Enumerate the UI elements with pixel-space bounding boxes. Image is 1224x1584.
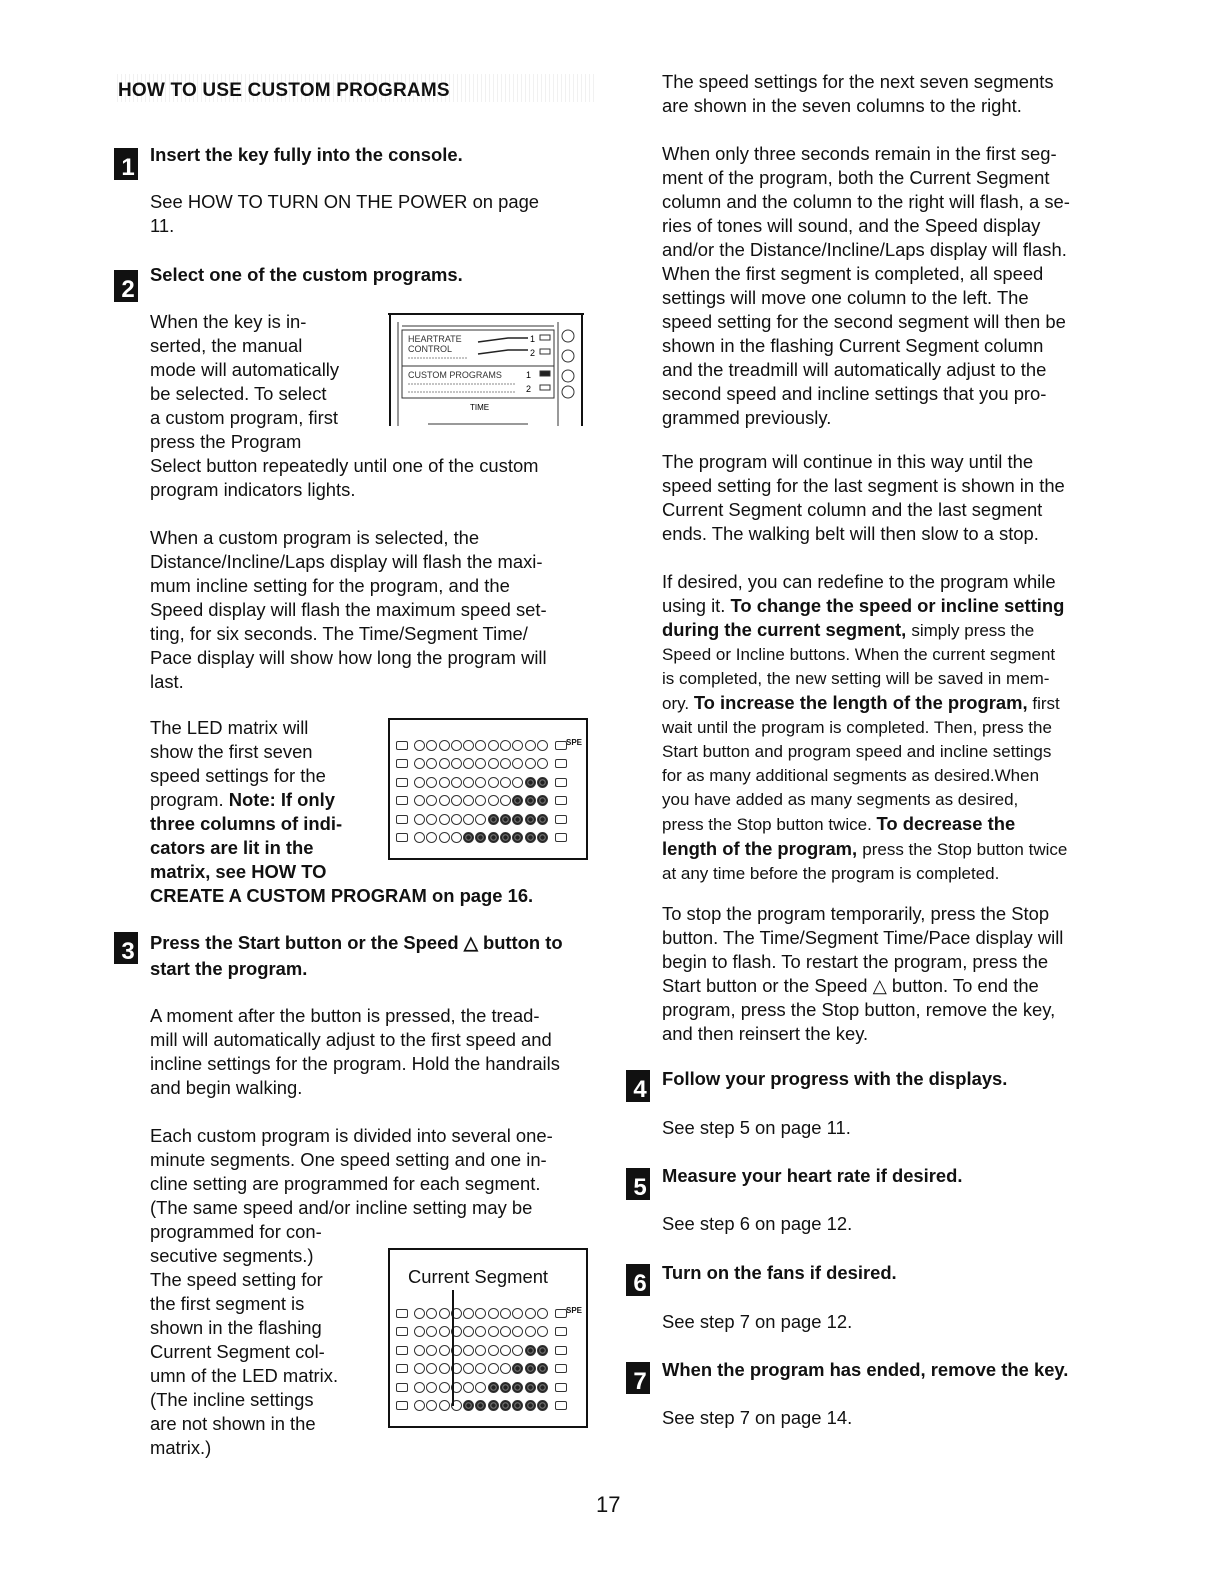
led-side-button	[555, 833, 567, 842]
led-indicator	[463, 1363, 474, 1374]
led-indicator	[475, 1363, 486, 1374]
led-indicator	[475, 795, 486, 806]
led-indicator	[475, 1400, 486, 1411]
led-row	[390, 829, 573, 848]
led-indicator	[439, 740, 450, 751]
led-indicator	[439, 1345, 450, 1356]
segments-explanation: Each custom program is divided into several one- minute segments. One speed setting and one in- cline setting are programmed for each segment. (The same speed and/or incline setting may be programmed for con- secutive segments.) The speed setting for the first segment is shown in the flashing Current Segment col- umn of the LED matrix. (The incline settings are not shown in the matrix.)	[150, 1125, 553, 1458]
led-side-button	[396, 778, 408, 787]
svg-text:2: 2	[526, 384, 532, 394]
led-indicator	[426, 1326, 437, 1337]
led-indicator	[512, 740, 523, 751]
step-1-body: See HOW TO TURN ON THE POWER on page 11.	[150, 191, 540, 236]
speed-label: SPE	[566, 738, 583, 747]
led-side-button	[555, 1364, 567, 1373]
led-indicator	[512, 795, 523, 806]
led-indicator	[439, 795, 450, 806]
led-row	[390, 1378, 573, 1397]
led-side-button	[396, 815, 408, 824]
led-indicator	[488, 740, 499, 751]
led-indicator	[451, 814, 462, 825]
led-matrix-figure	[388, 718, 588, 860]
step-5-title: Measure your heart rate if desired.	[662, 1165, 963, 1186]
led-indicator	[475, 832, 486, 843]
led-side-button	[396, 796, 408, 805]
page-number: 17	[596, 1492, 621, 1517]
led-indicator	[500, 795, 511, 806]
led-row	[390, 1360, 573, 1379]
led-row	[390, 773, 573, 792]
led-indicator	[439, 1382, 450, 1393]
led-indicator	[500, 814, 511, 825]
led-matrix-text: The LED matrix will show the first seven speed settings for the program. Note: If only three columns of indi- cators are lit in the matrix, see HOW TO CREATE A CUSTOM PROGRAM on page 16.	[150, 717, 534, 906]
step-2-title: Select one of the custom programs.	[150, 264, 463, 285]
led-indicator	[512, 758, 523, 769]
time-label: TIME	[470, 403, 490, 412]
step-3-body: A moment after the button is pressed, the tread- mill will automatically adjust to the first speed and incline settings for the program. Hold the handrails and begin walking.	[150, 1005, 560, 1098]
led-matrix-current	[390, 1304, 573, 1415]
led-side-button	[555, 1401, 567, 1410]
led-indicator	[414, 740, 425, 751]
step-7-body: See step 7 on page 14.	[662, 1407, 853, 1428]
led-indicator	[463, 1400, 474, 1411]
led-indicator	[414, 814, 425, 825]
led-indicator	[488, 1308, 499, 1319]
current-segment-label: Current Segment	[408, 1266, 549, 1287]
led-indicator	[488, 758, 499, 769]
led-indicator	[500, 1363, 511, 1374]
led-indicator	[500, 832, 511, 843]
led-indicator	[475, 1345, 486, 1356]
led-indicator	[488, 795, 499, 806]
led-indicator	[525, 795, 536, 806]
led-indicator	[488, 1400, 499, 1411]
led-indicator	[414, 1400, 425, 1411]
led-indicator	[426, 1382, 437, 1393]
led-indicator	[475, 740, 486, 751]
led-indicator	[426, 777, 437, 788]
step-badge-6: 6	[626, 1264, 650, 1296]
led-indicator	[475, 1326, 486, 1337]
led-indicator	[512, 1345, 523, 1356]
led-indicator	[426, 795, 437, 806]
step-badge-5: 5	[626, 1168, 650, 1200]
step-5-body: See step 6 on page 12.	[662, 1213, 853, 1234]
led-indicator	[414, 1345, 425, 1356]
led-indicator	[512, 1400, 523, 1411]
control-label: CONTROL	[408, 344, 453, 354]
led-indicator	[525, 1363, 536, 1374]
led-indicator	[488, 1382, 499, 1393]
led-indicator	[525, 740, 536, 751]
led-indicator	[463, 1382, 474, 1393]
led-indicator	[537, 814, 548, 825]
led-indicator	[537, 832, 548, 843]
right-para-5: To stop the program temporarily, press the Stop button. The Time/Segment Time/Pace display will begin to flash. To restart the program, press the Start button or the Speed △ button. To end the program, press the Stop button, remove the key, and then reinsert the key.	[662, 903, 1064, 1044]
led-row	[390, 736, 573, 755]
led-side-button	[555, 1346, 567, 1355]
led-indicator	[525, 1345, 536, 1356]
led-indicator	[525, 1400, 536, 1411]
led-indicator	[426, 1308, 437, 1319]
led-indicator	[475, 1308, 486, 1319]
right-para-4: If desired, you can redefine to the program while using it. To change the speed or incline setting during the current segment, simply press the Speed or Incline buttons. When the current segment is completed, the new setting will be saved in mem- ory. To increase the length of the program, first wait until the program is completed. Then, press the Start button and program speed and incline settings for as many additional segments as desired.When you have added as many segments as desired, press the Stop button twice. To decrease the length of the program, press the Stop button twice at any time before the program is completed.	[662, 571, 1068, 883]
right-para-1: The speed settings for the next seven segments are shown in the seven columns to the right.	[662, 71, 1054, 116]
led-indicator	[488, 1345, 499, 1356]
led-indicator	[525, 758, 536, 769]
led-indicator	[488, 1326, 499, 1337]
led-side-button	[555, 778, 567, 787]
led-indicator	[451, 740, 462, 751]
led-indicator	[537, 758, 548, 769]
led-indicator	[463, 758, 474, 769]
led-indicator	[463, 1308, 474, 1319]
led-side-button	[396, 741, 408, 750]
step-4-body: See step 5 on page 11.	[662, 1117, 851, 1138]
led-indicator	[500, 1345, 511, 1356]
led-indicator	[475, 1382, 486, 1393]
led-indicator	[525, 1326, 536, 1337]
led-indicator	[414, 1363, 425, 1374]
led-side-button	[396, 1383, 408, 1392]
heartrate-label: HEARTRATE	[408, 334, 462, 344]
led-indicator	[500, 758, 511, 769]
led-row	[390, 810, 573, 829]
step-6-body: See step 7 on page 12.	[662, 1311, 853, 1332]
led-matrix	[390, 736, 573, 847]
led-row	[390, 1304, 573, 1323]
led-indicator	[451, 758, 462, 769]
led-indicator	[463, 832, 474, 843]
led-indicator	[512, 1308, 523, 1319]
led-indicator	[500, 1326, 511, 1337]
led-indicator	[439, 1400, 450, 1411]
led-indicator	[414, 795, 425, 806]
led-side-button	[555, 796, 567, 805]
led-indicator	[512, 1382, 523, 1393]
led-side-button	[396, 833, 408, 842]
svg-text:1: 1	[526, 370, 532, 380]
led-indicator	[537, 795, 548, 806]
led-side-button	[396, 1327, 408, 1336]
led-indicator	[537, 1382, 548, 1393]
led-indicator	[426, 1345, 437, 1356]
led-indicator	[500, 1308, 511, 1319]
led-row	[390, 792, 573, 811]
led-indicator	[439, 814, 450, 825]
led-side-button	[396, 1346, 408, 1355]
led-row	[390, 1397, 573, 1416]
led-row	[390, 1341, 573, 1360]
led-indicator	[426, 1363, 437, 1374]
step-badge-3: 3	[114, 932, 138, 964]
led-indicator	[426, 832, 437, 843]
step-7-title: When the program has ended, remove the key.	[662, 1359, 1069, 1380]
led-side-button	[555, 815, 567, 824]
led-indicator	[426, 814, 437, 825]
section-heading: HOW TO USE CUSTOM PROGRAMS	[118, 80, 450, 101]
led-row	[390, 755, 573, 774]
led-indicator	[512, 777, 523, 788]
led-indicator	[512, 832, 523, 843]
svg-text:1: 1	[530, 334, 536, 344]
step-badge-7: 7	[626, 1362, 650, 1394]
led-indicator	[414, 1382, 425, 1393]
led-side-button	[396, 1364, 408, 1373]
led-indicator	[537, 740, 548, 751]
led-indicator	[537, 777, 548, 788]
led-indicator	[439, 777, 450, 788]
current-segment-figure	[388, 1248, 588, 1428]
led-indicator	[463, 795, 474, 806]
led-side-button	[555, 1327, 567, 1336]
step-2-body: When the key is in- serted, the manual mode will automatically be selected. To select a custom program, first press the Program Select button repeatedly until one of the custom program indicators lights.	[150, 311, 539, 500]
led-indicator	[463, 740, 474, 751]
led-indicator	[451, 777, 462, 788]
led-side-button	[396, 1309, 408, 1318]
right-para-2: When only three seconds remain in the first seg- ment of the program, both the Current Segment column and the column to the right will flash, a se- ries of tones will sound, and the Speed display and/or the Distance/Incline/Laps display will flash. When the first segment is completed, all speed settings will move one column to the left. The speed setting for the second segment will then be shown in the flashing Current Segment column and the treadmill will automatically adjust to the second speed and incline settings that you pro- grammed previously.	[662, 143, 1070, 428]
led-indicator	[512, 1326, 523, 1337]
step-2-detail: When a custom program is selected, the Distance/Incline/Laps display will flash the maxi- mum incline setting for the program, and the Speed display will flash the maximum speed set- ting, for six seconds. The Time/Segment Time/ Pace display will show how long the program will last.	[150, 527, 547, 692]
led-indicator	[439, 1326, 450, 1337]
led-indicator	[451, 832, 462, 843]
led-indicator	[500, 1400, 511, 1411]
led-indicator	[426, 758, 437, 769]
led-indicator	[439, 832, 450, 843]
led-indicator	[525, 1382, 536, 1393]
led-indicator	[475, 777, 486, 788]
led-indicator	[537, 1326, 548, 1337]
led-indicator	[525, 832, 536, 843]
led-indicator	[488, 814, 499, 825]
led-indicator	[463, 1345, 474, 1356]
console-illustration	[388, 312, 584, 426]
custom-programs-label: CUSTOM PROGRAMS	[408, 370, 502, 380]
led-indicator	[488, 777, 499, 788]
led-indicator	[500, 740, 511, 751]
speed-label: SPE	[566, 1306, 583, 1315]
led-indicator	[475, 814, 486, 825]
led-indicator	[414, 832, 425, 843]
led-indicator	[439, 1363, 450, 1374]
led-indicator	[426, 1400, 437, 1411]
led-indicator	[414, 1326, 425, 1337]
led-indicator	[537, 1363, 548, 1374]
led-indicator	[463, 814, 474, 825]
svg-text:2: 2	[530, 348, 536, 358]
step-badge-4: 4	[626, 1070, 650, 1102]
step-3-title: Press the Start button or the Speed △ button to start the program.	[150, 932, 563, 979]
current-segment-pointer	[452, 1290, 454, 1406]
led-indicator	[512, 814, 523, 825]
led-indicator	[525, 1308, 536, 1319]
step-1-title: Insert the key fully into the console.	[150, 144, 463, 165]
led-side-button	[555, 759, 567, 768]
led-indicator	[475, 758, 486, 769]
led-indicator	[451, 795, 462, 806]
led-indicator	[500, 777, 511, 788]
led-side-button	[555, 1383, 567, 1392]
step-badge-1: 1	[114, 148, 138, 180]
led-indicator	[488, 1363, 499, 1374]
led-indicator	[488, 832, 499, 843]
led-indicator	[414, 758, 425, 769]
led-indicator	[512, 1363, 523, 1374]
console-figure	[388, 312, 584, 426]
step-6-title: Turn on the fans if desired.	[662, 1262, 897, 1283]
led-indicator	[463, 777, 474, 788]
right-para-3: The program will continue in this way until the speed setting for the last segment is shown in the Current Segment column and the last segment ends. The walking belt will then slow to a stop.	[662, 451, 1065, 544]
led-indicator	[463, 1326, 474, 1337]
led-indicator	[537, 1400, 548, 1411]
led-indicator	[525, 777, 536, 788]
led-indicator	[537, 1345, 548, 1356]
led-indicator	[525, 814, 536, 825]
step-4-title: Follow your progress with the displays.	[662, 1068, 1008, 1089]
led-side-button	[396, 1401, 408, 1410]
led-indicator	[426, 740, 437, 751]
led-indicator	[439, 758, 450, 769]
step-badge-2: 2	[114, 270, 138, 302]
led-indicator	[439, 1308, 450, 1319]
led-indicator	[414, 1308, 425, 1319]
led-side-button	[396, 759, 408, 768]
led-indicator	[537, 1308, 548, 1319]
led-row	[390, 1323, 573, 1342]
led-indicator	[500, 1382, 511, 1393]
led-indicator	[414, 777, 425, 788]
